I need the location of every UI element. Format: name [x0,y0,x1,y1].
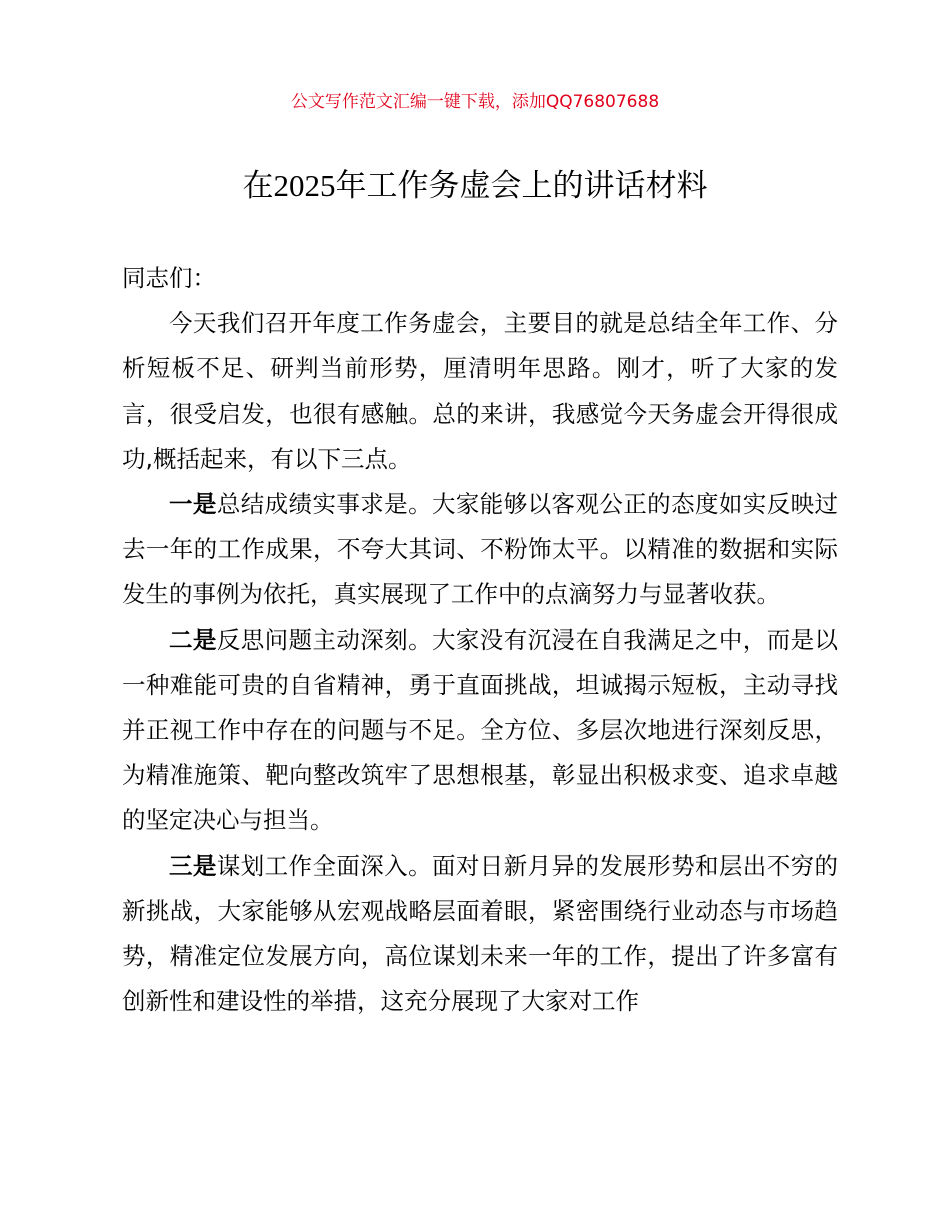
document-title [0,164,950,208]
salutation: 同志们： [122,264,216,292]
point-3-lead: 三是 [169,851,217,880]
point-2-text: 反思问题主动深刻。大家没有沉浸在自我满足之中，而是以一种难能可贵的自省精神，勇于直面挑战，坦诚揭示短板，主动寻找并正视工作中存在的问题与不足。全方位、多层次地进行深刻反思，为精准施策、靶向整改筑牢了思想根基，彰显出积极求变、追求卓越的坚定决心与担当。 [122,625,839,835]
point-2-lead: 二是 [169,625,217,654]
point-1-paragraph [122,482,838,618]
point-3-paragraph [122,844,838,1025]
intro-paragraph: 今天我们召开年度工作务虚会，主要目的就是总结全年工作、分析短板不足、研判当前形势，厘清明年思路。刚才，听了大家的发言，很受启发，也很有感触。总的来讲，我感觉今天务虚会开得很成功,概括起来，有以下三点。 [122,309,838,473]
point-3-text: 谋划工作全面深入。面对日新月异的发展形势和层出不穷的新挑战，大家能够从宏观战略层面着眼，紧密围绕行业动态与市场趋势，精准定位发展方向，高位谋划未来一年的工作，提出了许多富有创新性和建设性的举措，这充分展现了大家对工作 [122,851,839,1016]
point-1-lead: 一是 [169,490,217,519]
point-2-paragraph [122,618,838,844]
point-1-text: 总结成绩实事求是。大家能够以客观公正的态度如实反映过去一年的工作成果，不夸大其词、不粉饰太平。以精准的数据和实际发生的事例为依托，真实展现了工作中的点滴努力与显著收获。 [122,490,839,609]
title-suffix: 年工作务虚会上的讲话材料 [335,168,708,204]
title-year: 2025 [273,168,336,203]
download-notice: 公文写作范文汇编一键下载，添加QQ76807688 [290,92,660,112]
document-body [122,256,838,1024]
title-prefix: 在 [242,168,274,204]
